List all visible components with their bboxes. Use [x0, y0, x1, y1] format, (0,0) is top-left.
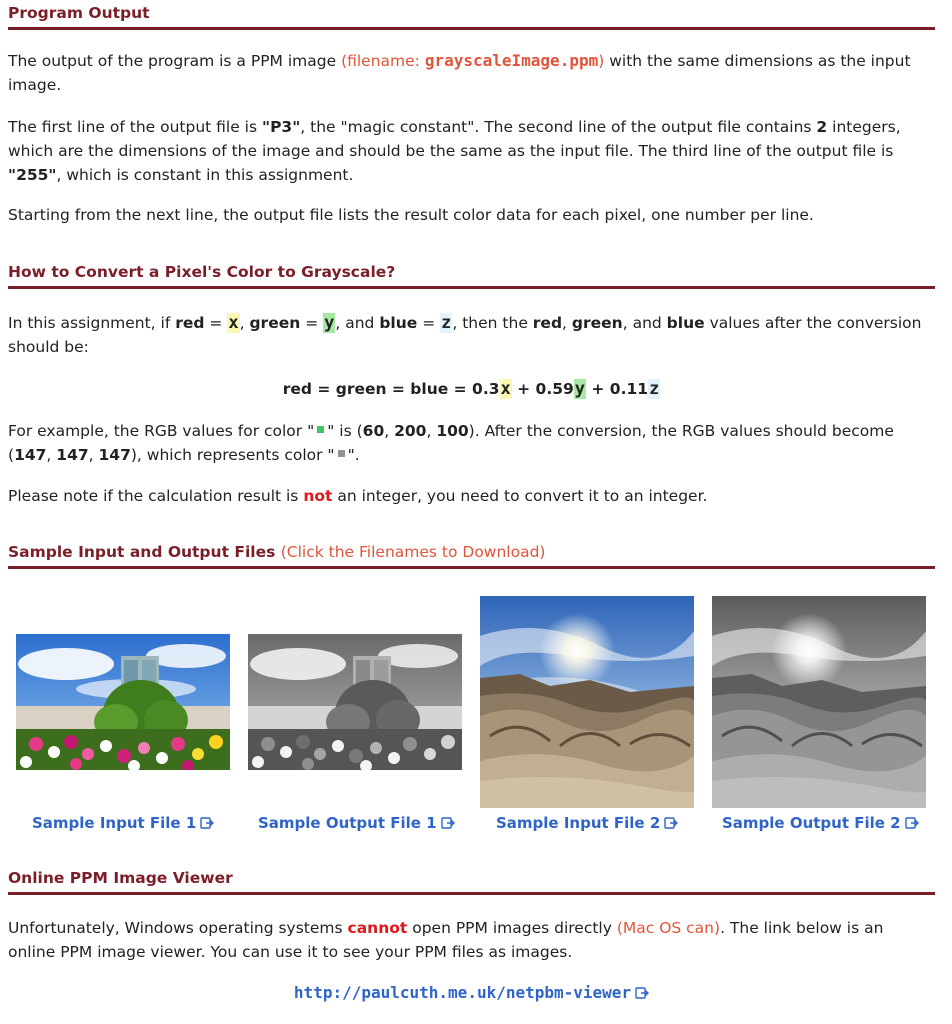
sample-output-image-1 [248, 634, 462, 770]
magic-constant: "P3" [262, 118, 301, 136]
sample-input-file-2-link[interactable]: Sample Input File 2 [496, 814, 678, 832]
var-x: x [228, 313, 239, 333]
sample-output-file-2-link[interactable]: Sample Output File 2 [722, 814, 919, 832]
external-link-icon [441, 817, 455, 829]
section-heading-viewer: Online PPM Image Viewer [8, 868, 935, 895]
viewer-link-row [8, 981, 935, 1005]
output-filename: grayscaleImage.ppm [424, 51, 599, 70]
sample-output-file-1-link[interactable]: Sample Output File 1 [258, 814, 455, 832]
color-swatch-gray [338, 450, 345, 457]
sample-input-image-1 [16, 634, 230, 770]
section-heading-program-output: Program Output [8, 3, 935, 30]
output-paragraph-3: Starting from the next line, the output file lists the result color data for each pixel, one number per line. [8, 206, 814, 224]
ppm-viewer-link[interactable]: http://paulcuth.me.uk/netpbm-viewer [294, 983, 649, 1002]
sample-input-image-2 [480, 596, 694, 808]
output-paragraph-2: The first line of the output file is "P3", the "magic constant". The second line of the output file contains 2 integers, which are the dimensions of the image and should be the same as the input file. The third line of the output file is "255", which is constant in this assignment. [8, 118, 901, 184]
convert-intro: In this assignment, if red = x, green = y, and blue = z, then the red, green, and blue values after the conversion should be: [8, 313, 922, 356]
color-swatch-green [317, 426, 324, 433]
viewer-paragraph: Unfortunately, Windows operating systems cannot open PPM images directly (Mac OS can). The link below is an online PPM image viewer. You can use it to see your PPM files as images. [8, 919, 884, 961]
output-paragraph-1: The output of the program is a PPM image (filename: grayscaleImage.ppm) with the same dimensions as the input image. [8, 51, 911, 94]
external-link-icon [905, 817, 919, 829]
grayscale-formula: red = green = blue = 0.3x + 0.59y + 0.11z [282, 379, 660, 399]
max-value: "255" [8, 166, 57, 184]
sample-input-file-1-link[interactable]: Sample Input File 1 [32, 814, 214, 832]
sample-output-image-2 [712, 596, 926, 808]
convert-example: For example, the RGB values for color " " is (60, 200, 100). After the conversion, the RGB values should become (147, 147, 147), which represents color " ". [8, 422, 894, 464]
external-link-icon [664, 817, 678, 829]
convert-note: Please note if the calculation result is not an integer, you need to convert it to an integer. [8, 487, 708, 505]
external-link-icon [200, 817, 214, 829]
section-heading-convert: How to Convert a Pixel's Color to Grayscale? [8, 262, 935, 289]
var-z: z [441, 313, 452, 333]
external-link-icon [635, 987, 649, 999]
section-heading-samples: Sample Input and Output Files (Click the Filenames to Download) [8, 542, 935, 569]
var-y: y [324, 313, 335, 333]
